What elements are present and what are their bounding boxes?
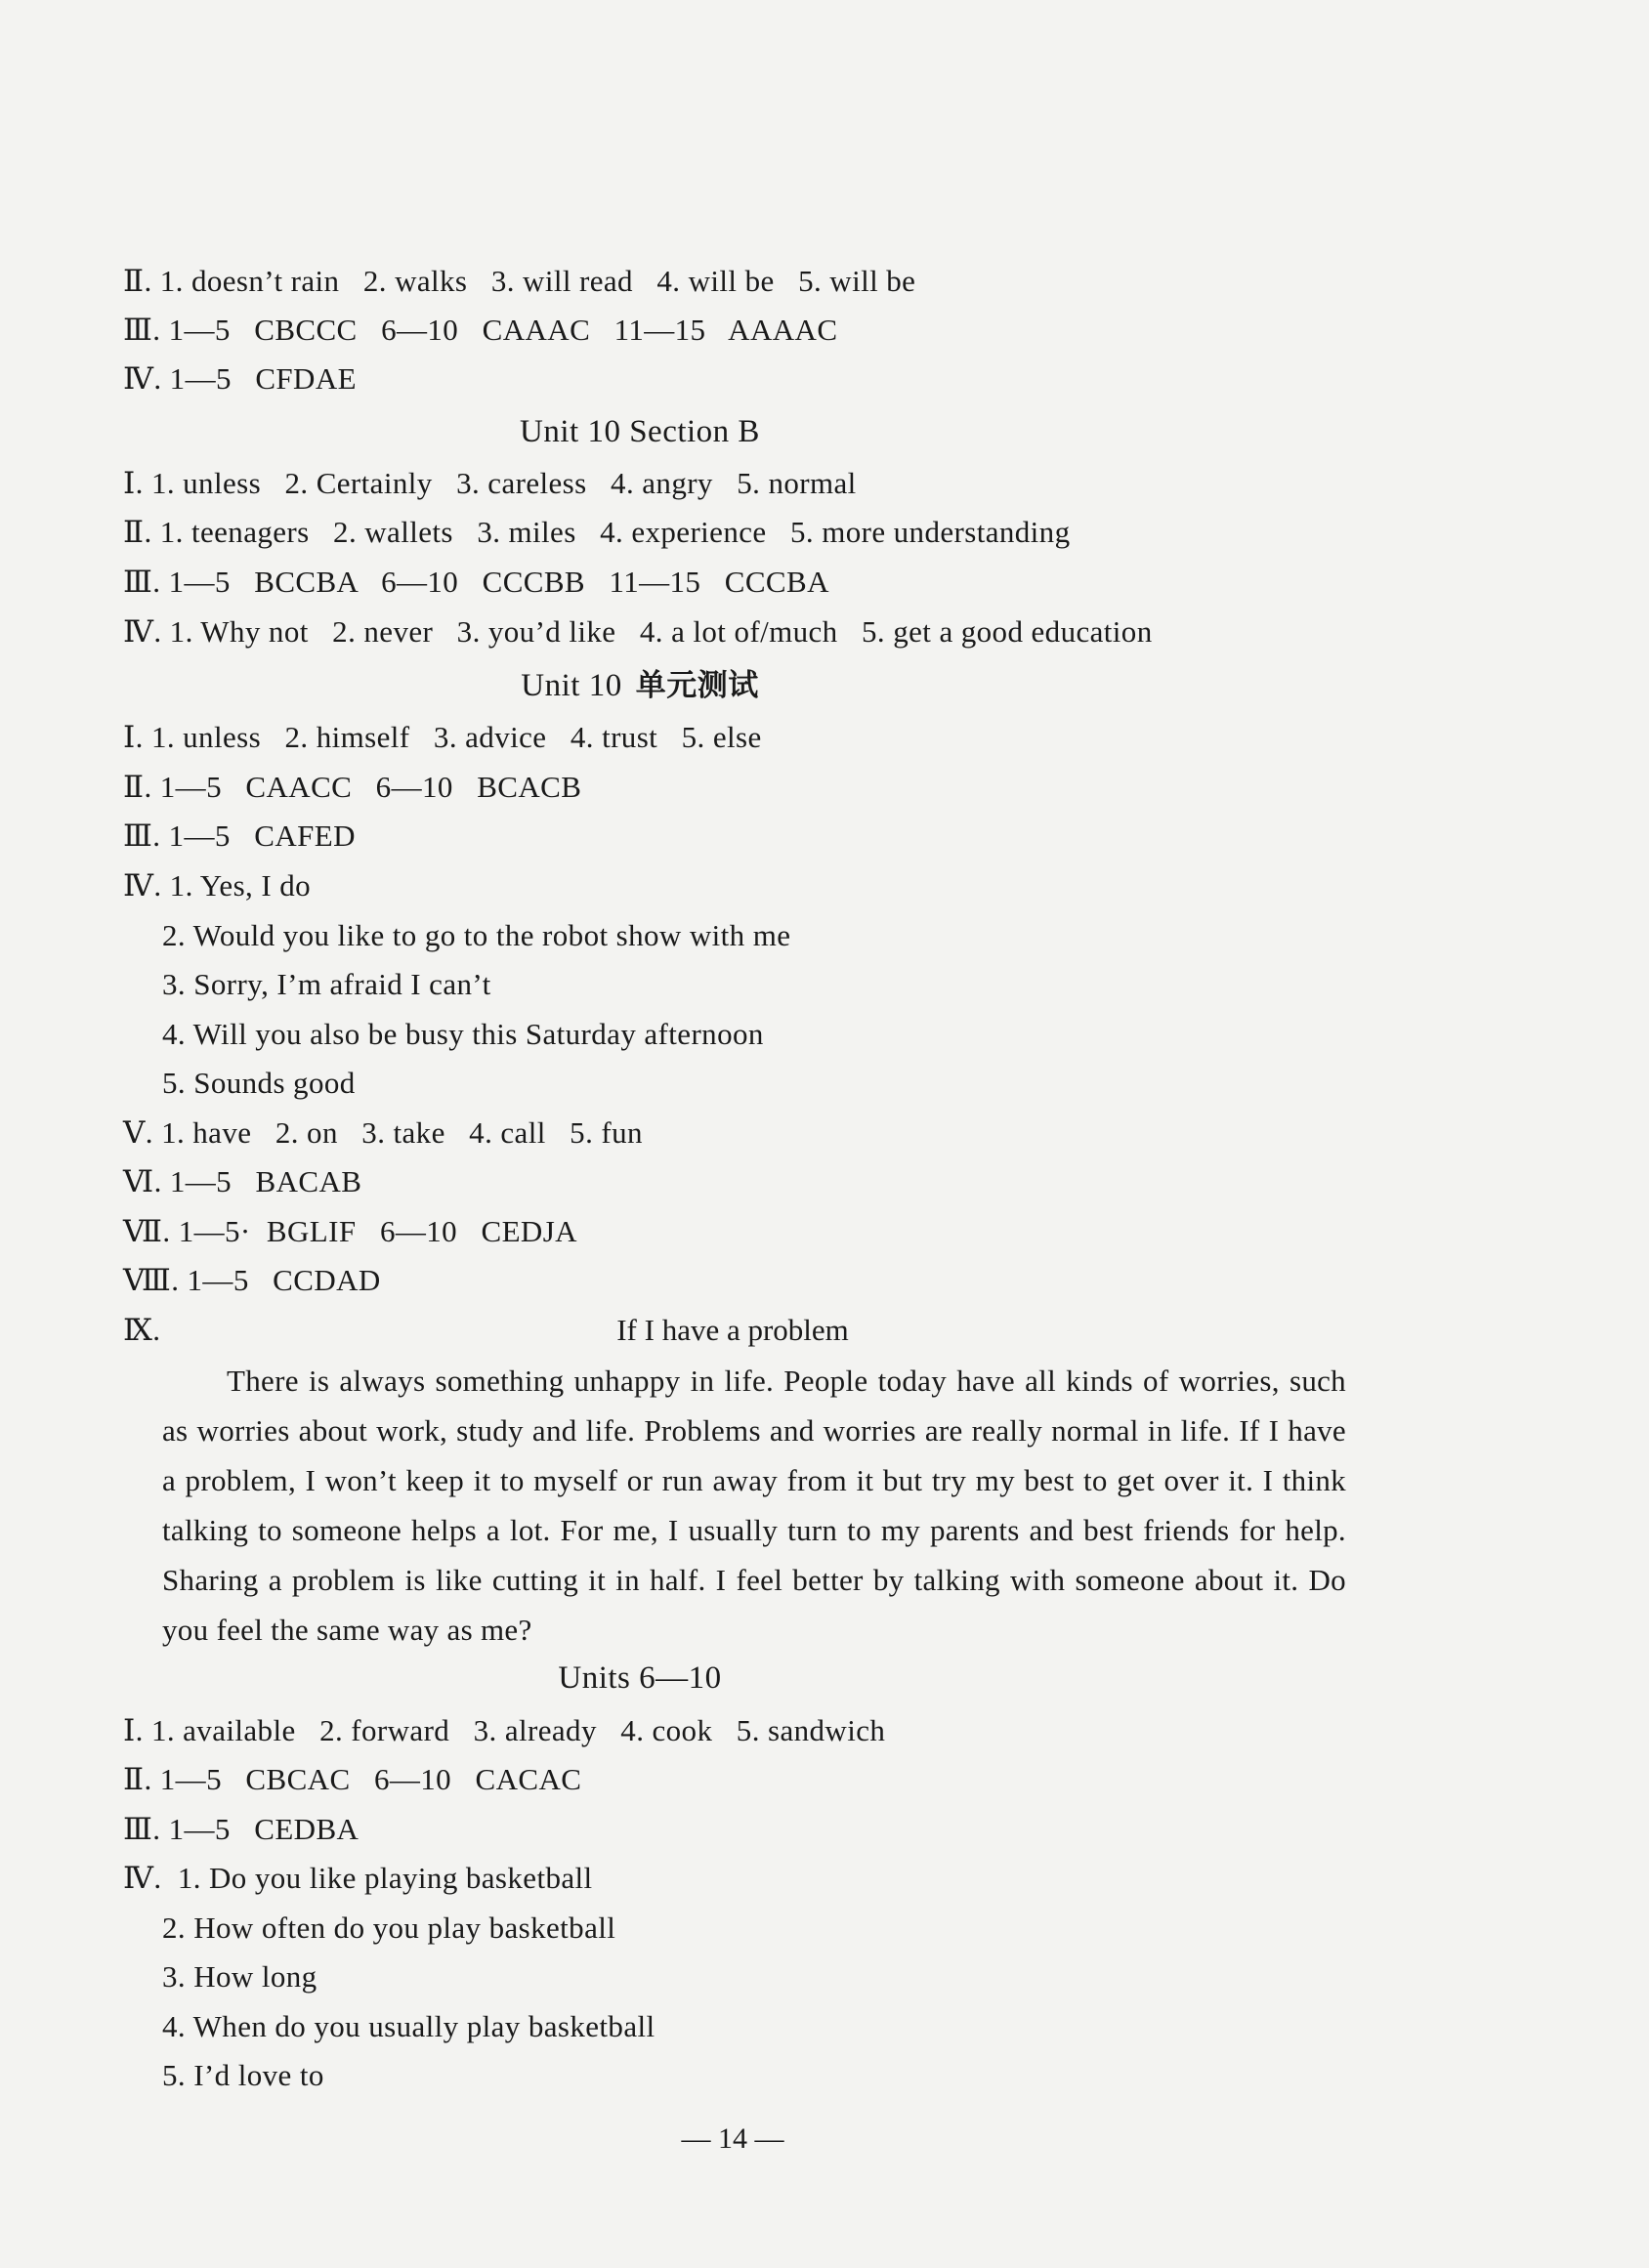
answer-line: Ⅳ. 1. Why not 2. never 3. you’d like 4. a lot of/much 5. get a good education [123, 614, 1153, 649]
answer-line: Ⅲ. 1—5 CAFED [123, 819, 356, 853]
answer-line: Ⅱ. 1—5 CAACC 6—10 BCACB [123, 770, 582, 804]
page-number: — 14 — [681, 2122, 784, 2155]
section-heading-cjk: 单元测试 [635, 668, 759, 703]
answer-line: Ⅲ. 1—5 BCCBA 6—10 CCCBB 11—15 CCCBA [123, 565, 829, 599]
section-label-ix: Ⅸ. [123, 1313, 161, 1347]
answer-line: Ⅳ. 1. Do you like playing basketball [123, 1861, 593, 1895]
section-heading: Unit 10 Section B [520, 414, 760, 449]
answer-subline: 4. When do you usually play basketball [162, 2009, 655, 2043]
answer-line: Ⅶ. 1—5· BGLIF 6—10 CEDJA [123, 1214, 577, 1248]
answer-subline: 5. Sounds good [162, 1066, 356, 1100]
answer-subline: 5. I’d love to [162, 2058, 324, 2092]
answer-line: Ⅰ. 1. unless 2. Certainly 3. careless 4. angry 5. normal [123, 466, 857, 500]
answer-line: Ⅱ. 1. doesn’t rain 2. walks 3. will read 4. will be 5. will be [123, 264, 916, 298]
answer-line: Ⅳ. 1. Yes, I do [123, 868, 311, 903]
essay-title: If I have a problem [616, 1313, 849, 1347]
answer-line: Ⅴ. 1. have 2. on 3. take 4. call 5. fun [123, 1115, 643, 1150]
answer-line: Ⅱ. 1—5 CBCAC 6—10 CACAC [123, 1762, 582, 1796]
answer-line: Ⅳ. 1—5 CFDAE [123, 361, 357, 396]
answer-line: Ⅲ. 1—5 CBCCC 6—10 CAAAC 11—15 AAAAC [123, 313, 838, 347]
answer-subline: 2. How often do you play basketball [162, 1911, 616, 1945]
answer-line: Ⅷ. 1—5 CCDAD [123, 1263, 381, 1297]
section-heading-text: Unit 10 [521, 668, 622, 703]
section-heading [0, 664, 1280, 707]
answer-subline: 3. Sorry, I’m afraid I can’t [162, 967, 491, 1001]
answer-line: Ⅰ. 1. unless 2. himself 3. advice 4. trust 5. else [123, 720, 762, 754]
answer-line: Ⅵ. 1—5 BACAB [123, 1164, 362, 1198]
answer-line: Ⅱ. 1. teenagers 2. wallets 3. miles 4. experience 5. more understanding [123, 515, 1071, 549]
essay-paragraph: There is always something unhappy in life. People today have all kinds of worries, such as worries about work, study and life. Problems and worries are really normal in life. If I have a problem, I won’t keep it to myself or run away from it but try my best to get over it. I think talking to someone helps a lot. For me, I usually turn to my parents and best friends for help. Sharing a problem is like cutting it in half. I feel better by talking with someone about it. Do you feel the same way as me? [162, 1364, 1346, 1647]
answer-subline: 2. Would you like to go to the robot show with me [162, 918, 791, 952]
section-heading: Units 6—10 [558, 1660, 722, 1696]
answer-subline: 4. Will you also be busy this Saturday afternoon [162, 1017, 764, 1051]
answer-subline: 3. How long [162, 1959, 317, 1994]
answer-line: Ⅰ. 1. available 2. forward 3. already 4. cook 5. sandwich [123, 1713, 886, 1747]
answer-line: Ⅲ. 1—5 CEDBA [123, 1812, 359, 1846]
